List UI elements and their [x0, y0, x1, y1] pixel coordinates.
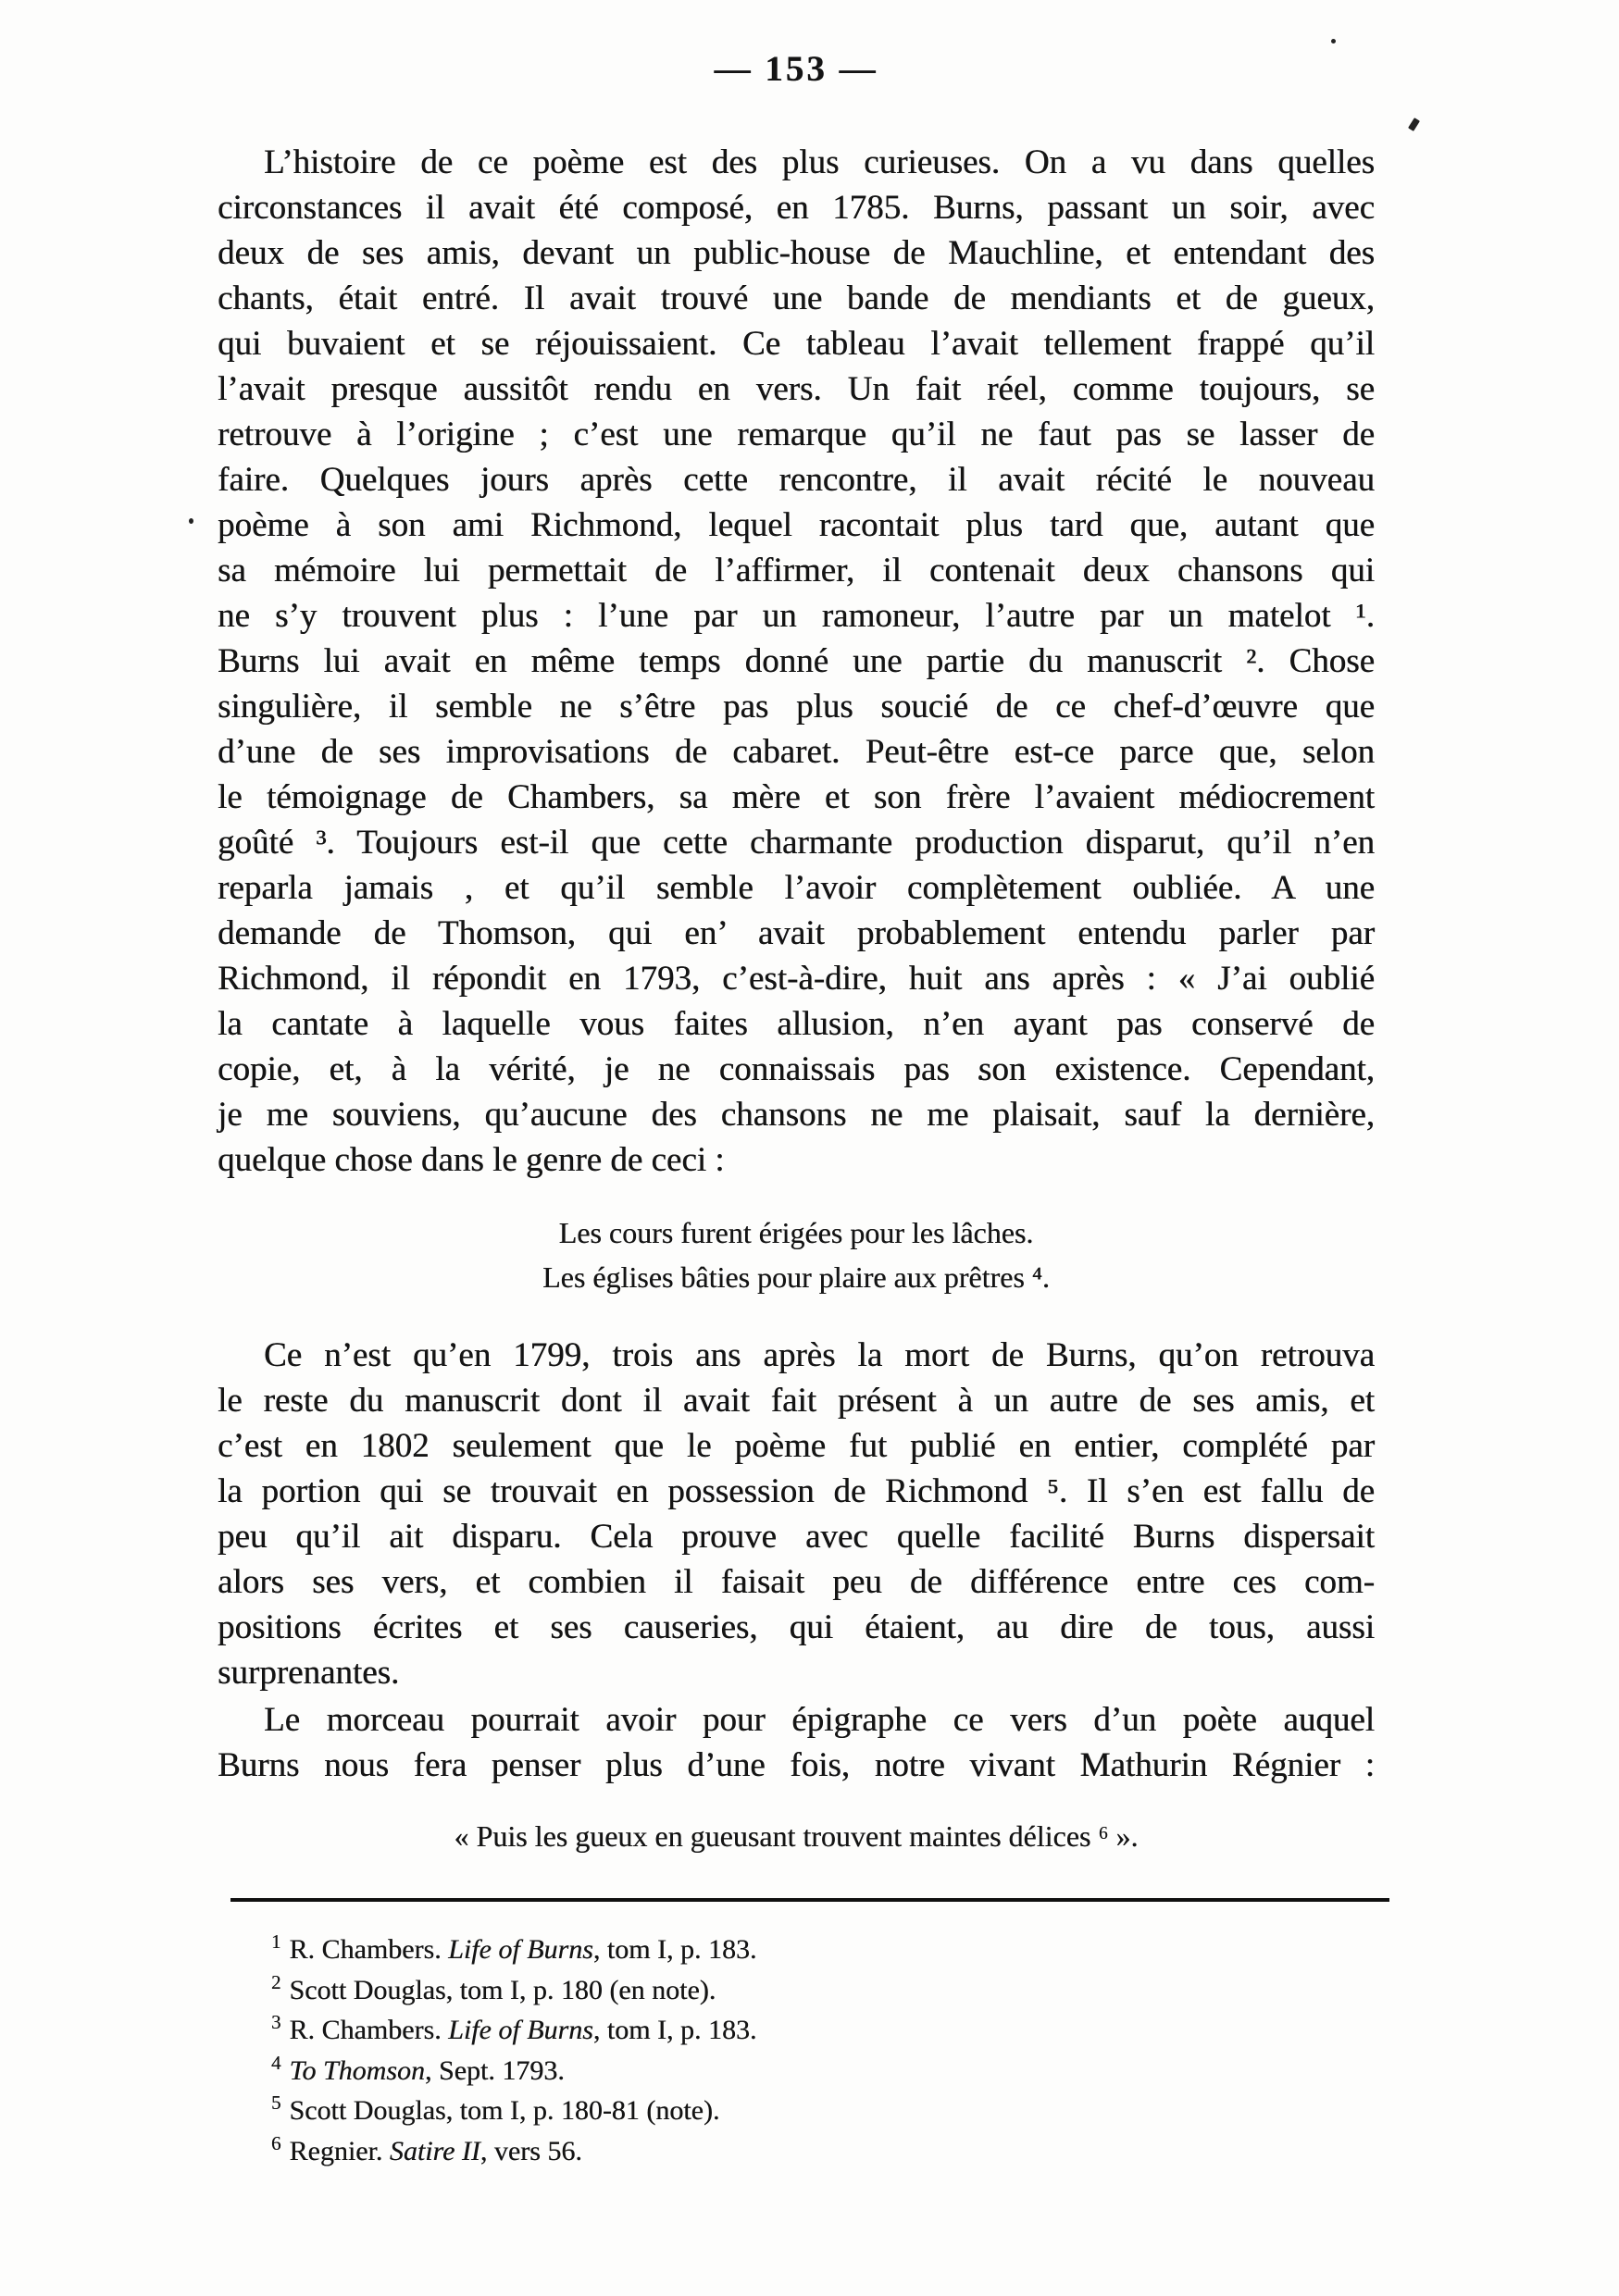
footnote-title-italic: Life of Burns [448, 2015, 593, 2045]
footnote-title-italic: To Thomson [289, 2054, 425, 2086]
footnote-text: , vers 56. [479, 2135, 582, 2166]
epigraph-quote: « Puis les gueux en gueusant trouvent maintes délices ⁶ ». [454, 1819, 1139, 1853]
footnote-text: , Sept. 1793. [424, 2054, 565, 2086]
footnote-divider [230, 1898, 1389, 1902]
text-line: sa mémoire lui permettait de l’affirmer, il contenait deux chansons qui [218, 552, 1375, 590]
footnote-marker: 5 [271, 2091, 281, 2114]
footnote-text: Scott Douglas, tom I, p. 180-81 (note). [289, 2095, 720, 2126]
text-line: quelque chose dans le genre de ceci : [218, 1141, 725, 1179]
text-line: peu qu’il ait disparu. Cela prouve avec quelle facilité Burns dispersait [218, 1518, 1375, 1556]
text-line: qui buvaient et se réjouissaient. Ce tableau l’avait tellement frappé qu’il [218, 325, 1375, 363]
text-line: Ce n’est qu’en 1799, trois ans après la mort de Burns, qu’on retrouva [264, 1336, 1375, 1374]
paragraph-epigraph-intro [218, 1697, 1375, 1788]
text-line: Burns nous fera penser plus d’une fois, notre vivant Mathurin Régnier : [218, 1746, 1375, 1784]
text-line: la cantate à laquelle vous faites allusion, n’en ayant pas conservé de [218, 1005, 1375, 1043]
footnote-text: R. Chambers. [289, 2015, 449, 2045]
text-line: poème à son ami Richmond, lequel racontait plus tard que, autant que [218, 506, 1375, 544]
footnote-marker: 1 [271, 1930, 281, 1953]
text-line: deux de ses amis, devant un public-house de Mauchline, et entendant des [218, 234, 1375, 272]
text-line: le témoignage de Chambers, sa mère et son frère l’avaient médiocrement [218, 778, 1375, 816]
text-line: surprenantes. [218, 1654, 400, 1692]
scan-speck [189, 518, 193, 524]
page-number: — 153 — [714, 49, 878, 89]
text-line: L’histoire de ce poème est des plus curieuses. On a vu dans quelles [264, 143, 1375, 181]
verse-quote [218, 1210, 1375, 1299]
footnote [271, 2051, 1375, 2091]
text-line: demande de Thomson, qui en’ avait probablement entendu parler par [218, 914, 1375, 952]
text-line: l’avait presque aussitôt rendu en vers. Un fait réel, comme toujours, se [218, 370, 1375, 408]
text-line: retrouve à l’origine ; c’est une remarque qu’il ne faut pas se lasser de [218, 416, 1375, 453]
footnote-text: Scott Douglas, tom I, p. 180 (en note). [289, 1974, 716, 2005]
text-line: reparla jamais , et qu’il semble l’avoir complètement oubliée. A une [218, 869, 1375, 907]
text-line: je me souviens, qu’aucune des chansons ne me plaisait, sauf la dernière, [218, 1096, 1375, 1134]
footnote-marker: 6 [271, 2131, 281, 2154]
text-line: Richmond, il répondit en 1793, c’est-à-dire, huit ans après : « J’ai oublié [218, 960, 1375, 998]
paragraph-manuscript-recovery [218, 1333, 1375, 1695]
text-line: alors ses vers, et combien il faisait peu de différence entre ces com- [218, 1563, 1375, 1601]
scan-speck [1408, 118, 1420, 131]
footnote-title-italic: Satire II [389, 2135, 480, 2166]
footnote-marker: 4 [271, 2051, 281, 2074]
text-line: copie, et, à la vérité, je ne connaissais pas son existence. Cependant, [218, 1050, 1375, 1088]
footnote [271, 2010, 1375, 2051]
text-line: ne s’y trouvent plus : l’une par un ramoneur, l’autre par un matelot ¹. [218, 597, 1375, 635]
footnote [271, 1970, 1375, 2011]
text-line: goûté ³. Toujours est-il que cette charmante production disparut, qu’il n’en [218, 824, 1375, 862]
text-line: le reste du manuscrit dont il avait fait présent à un autre de ses amis, et [218, 1382, 1375, 1420]
footnote [271, 2131, 1375, 2172]
footnote-text: Regnier. [289, 2135, 390, 2166]
footnote [271, 2091, 1375, 2131]
footnote-marker: 2 [271, 1970, 281, 1993]
text-line: singulière, il semble ne s’être pas plus soucié de ce chef-d’œuvre que [218, 688, 1375, 726]
text-line: circonstances il avait été composé, en 1785. Burns, passant un soir, avec [218, 189, 1375, 227]
footnote-title-italic: Life of Burns [448, 1934, 593, 1965]
text-line: la portion qui se trouvait en possession de Richmond ⁵. Il s’en est fallu de [218, 1472, 1375, 1510]
paragraph-history-of-poem [218, 140, 1375, 1183]
text-column [218, 0, 1375, 2171]
footnote-text: R. Chambers. [289, 1934, 449, 1965]
footnote-text: , tom I, p. 183. [592, 1934, 757, 1965]
text-line: Burns lui avait en même temps donné une partie du manuscrit ². Chose [218, 642, 1375, 680]
text-line: Le morceau pourrait avoir pour épigraphe ce vers d’un poète auquel [264, 1701, 1375, 1739]
text-line: c’est en 1802 seulement que le poème fut publié en entier, complété par [218, 1427, 1375, 1465]
text-line: chants, était entré. Il avait trouvé une bande de mendiants et de gueux, [218, 279, 1375, 317]
footnotes-block [218, 1930, 1375, 2171]
text-line: d’une de ses improvisations de cabaret. Peut-être est-ce parce que, selon [218, 733, 1375, 771]
text-line: positions écrites et ses causeries, qui étaient, au dire de tous, aussi [218, 1608, 1375, 1646]
text-line: Les églises bâties pour plaire aux prêtres ⁴. [542, 1260, 1050, 1294]
text-line: Les cours furent érigées pour les lâches. [558, 1216, 1034, 1249]
footnote-marker: 3 [271, 2011, 281, 2033]
footnote-text: , tom I, p. 183. [592, 2015, 757, 2045]
text-line: faire. Quelques jours après cette rencontre, il avait récité le nouveau [218, 461, 1375, 499]
footnote [271, 1930, 1375, 1970]
